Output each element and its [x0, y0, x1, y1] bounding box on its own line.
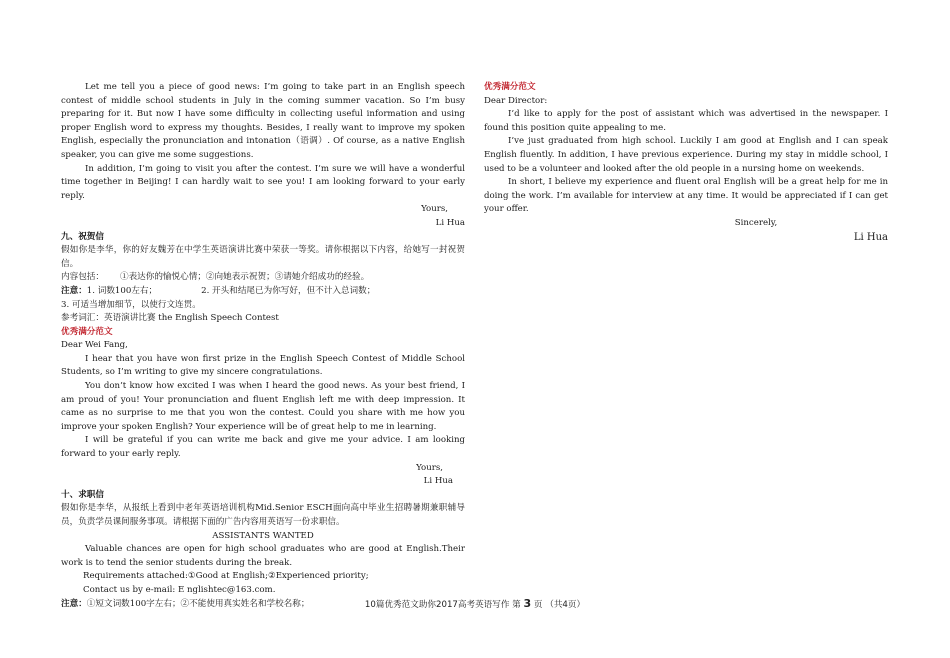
model-greeting: Dear Director: [484, 95, 548, 106]
section-9-prompt: 假如你是李华，你的好友魏芳在中学生英语演讲比赛中荣获一等奖。请你根据以下内容，给她写一封祝贺信。 [61, 245, 465, 269]
note-label: 注意： [61, 285, 87, 296]
signoff-name: Li Hua [435, 217, 465, 228]
page-number: 3 [523, 597, 532, 610]
section-10-title: 十、求职信 [61, 489, 104, 500]
signoff-yours: Yours, [421, 204, 448, 215]
note-1: 1. 词数100左右； [86, 285, 158, 296]
section-10-prompt: 假如你是李华，从报纸上看到中老年英语培训机构Mid.Senior ESCH面向高中毕业生招聘暑期兼职辅导员，负责学员课间服务事项。请根据下面的广告内容用英语写一份求职信。 [61, 503, 465, 527]
signoff-sincerely: Sincerely, [734, 217, 778, 228]
left-column [61, 81, 465, 611]
model-essay-label: 优秀满分范文 [61, 326, 113, 337]
model-signoff-name: Li Hua [423, 476, 453, 487]
ad-title: ASSISTANTS WANTED [212, 530, 314, 541]
note-label: 注意： [61, 598, 87, 609]
model-paragraph-2: I’ve just graduated from high school. Luckily I am good at English and I can speak English fluently. In addition, I have previous experience. During my stay in middle school, I used to be a volunteer and looked after the old people in a nursing home on weekends. [484, 136, 888, 174]
footer-prefix: 10篇优秀范文助你2017高考英语写作 第 [364, 600, 521, 610]
content-items: ①表达你的愉悦心情；②向她表示祝贺；③请她介绍成功的经验。 [119, 272, 370, 283]
model-greeting: Dear Wei Fang, [61, 340, 128, 351]
section-9-title: 九、祝贺信 [61, 231, 104, 242]
section-9-notes [61, 285, 465, 299]
section-9-reference: 参考词汇：英语演讲比赛 the English Speech Contest [61, 313, 279, 324]
model-essay-label: 优秀满分范文 [484, 82, 536, 92]
letter-paragraph-2: In addition, I’m going to visit you after the contest. I’m sure we will have a wonderful time together in Beijing! I can hardly wait to see you! I am looking forward to your early reply. [61, 163, 465, 201]
right-column [484, 81, 888, 244]
model-signoff-yours: Yours, [416, 462, 443, 473]
model-paragraph-3: I will be grateful if you can write me back and give me your advice. I am looking forward to your early reply. [61, 435, 465, 460]
ad-requirements: Requirements attached:①Good at English;②Experienced priority; [83, 571, 369, 582]
model-paragraph-1: I’d like to apply for the post of assistant which was advertised in the newspaper. I found this position quite appealing to me. [484, 109, 888, 133]
note-2: 2. 开头和结尾已为你写好，但不计入总词数； [201, 285, 376, 296]
ad-contact: Contact us by e-mail: E nglishtec@163.com. [83, 584, 276, 595]
signoff-name: Li Hua [853, 231, 888, 243]
content-label: 内容包括： [61, 272, 104, 283]
model-paragraph-1: I hear that you have won first prize in the English Speech Contest of Middle School Students, so I’m writing to give my sincere congratulations. [61, 353, 465, 378]
section-9-content [61, 271, 465, 285]
model-paragraph-3: In short, I believe my experience and fluent oral English will be a great help for me in doing the work. I’m available for interview at any time. It would be appreciated if I can get your offer. [484, 177, 888, 215]
section-9-note-3: 3. 可适当增加细节，以使行文连贯。 [61, 299, 201, 310]
footer-suffix: 页 （共4页） [533, 600, 586, 610]
letter-paragraph-1: Let me tell you a piece of good news: I’m going to take part in an English speech contest of middle school students in July in the coming summer vacation. So I’m busy preparing for it. But now I have some difficulty in collecting useful information and using proper English word to express my thoughts. Besides, I really want to improve my spoken English, especially the pronunciation and intonation（语调）. Of course, as a native English speaker, you can give me some suggestions. [61, 82, 465, 160]
note-text: ①短文词数100字左右；②不能使用真实姓名和学校名称； [86, 598, 310, 609]
page-footer [0, 597, 950, 610]
model-paragraph-2: You don’t know how excited I was when I heard the good news. As your best friend, I am proud of you! Your pronunciation and fluent English left me with deep impression. It came as no surprise to me that you won the contest. Could you share with me how you improve your spoken English? Your experience will be of great help to me in learning. [61, 381, 465, 432]
ad-body: Valuable chances are open for high school graduates who are good at English.Their work is to tend the senior students during the break. [61, 544, 465, 568]
